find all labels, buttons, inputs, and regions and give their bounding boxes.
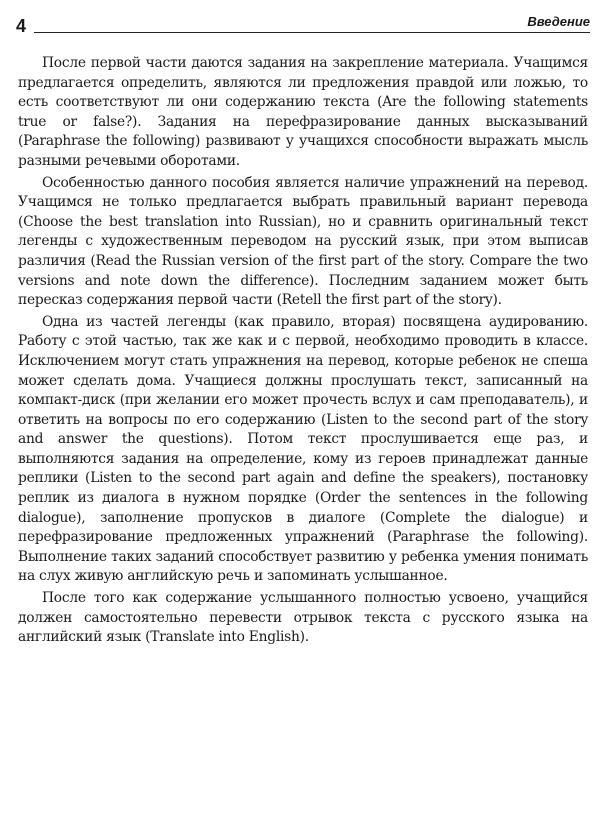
page-number: 4: [16, 16, 27, 36]
paragraph: Особенностью данного пособия является наличие упражнений на перевод. Учащимся не только предлагается выбрать правильный вариант перевода (Choose the best translation into Russian), но и сравнить оригинальный текст легенды с художественным переводом на русский язык, при этом выписав различия (Read the Russian version of the first part of the story. Compare the two versions and note down the difference). Последним заданием может быть пересказ содержания первой части (Retell the first part of the story).: [18, 174, 588, 309]
page-header: [16, 12, 590, 34]
body-text: [18, 54, 588, 650]
paragraph: После первой части даются задания на закрепление материала. Учащимся предлагается определить, являются ли предложения правдой или ложью, то есть соответствуют ли они содержанию текста (Are the following statements true or false?). Задания на перефразирование данных высказываний (Paraphrase the following) развивают у учащихся способности выражать мысль разными речевыми оборотами.: [18, 55, 588, 169]
paragraph: Одна из частей легенды (как правило, вторая) посвящена аудированию. Работу с этой частью, так же как и с первой, необходимо проводить в классе. Исключением могут стать упражнения на перевод, которые ребенок не спеша может сделать дома. Учащиеся должны прослушать текст, записанный на компакт-диск (при желании его может прочесть вслух и сам преподаватель), и ответить на вопросы по его содержанию (Listen to the second part of the story and answer the questions). Потом текст прослушивается еще раз, и выполняются задания на определение, кому из героев принадлежат данные реплики (Listen to the second part again and define the speakers), постановку реплик из диалога в нужном порядке (Order the sentences in the following dialogue), заполнение пропусков в диалоге (Complete the dialogue) и перефразирование предложенных упражнений (Paraphrase the following). Выполнение таких заданий способствует развитию у ребенка умения понимать на слух живую английскую речь и запоминать услышанное.: [18, 313, 588, 585]
section-title: Введение: [527, 14, 590, 29]
header-rule: [34, 32, 590, 33]
paragraph: После того как содержание услышанного полностью усвоено, учащийся должен самостоятельно перевести отрывок текста с русского языка на английский язык (Translate into English).: [18, 590, 588, 646]
